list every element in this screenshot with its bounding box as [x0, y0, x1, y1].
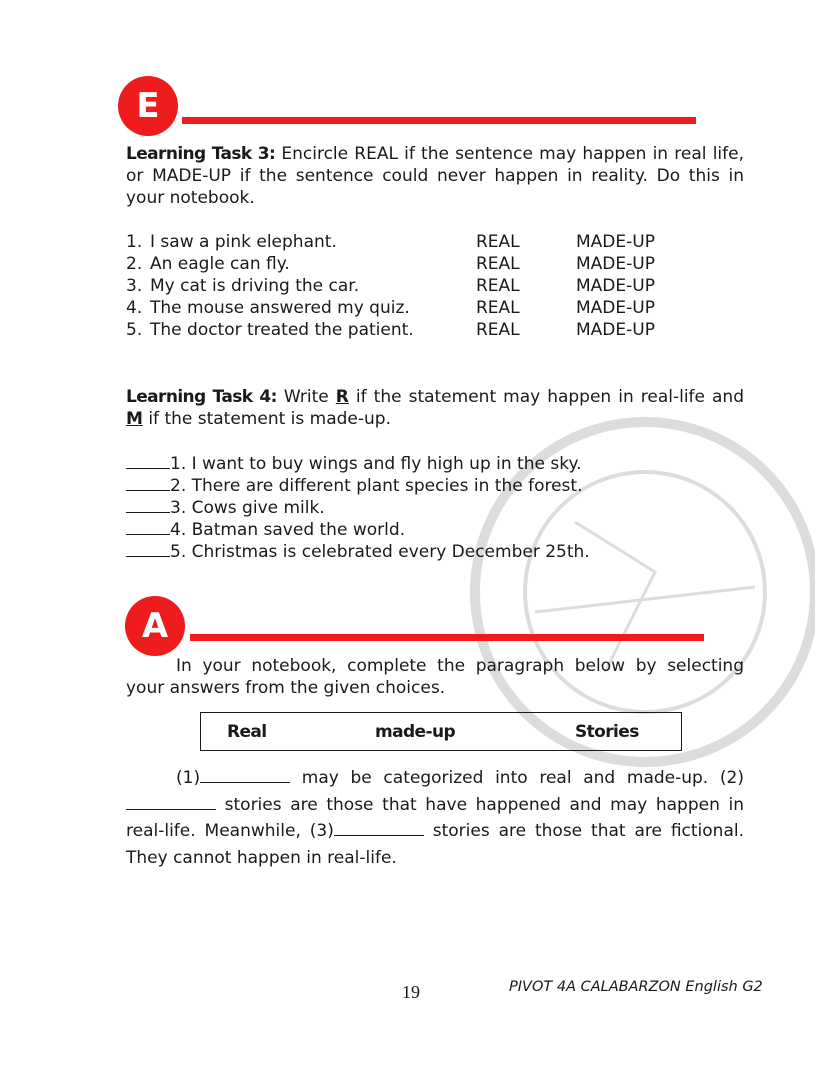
made-up-option[interactable]: MADE-UP — [576, 298, 655, 318]
task3-text: Encircle REAL if the sentence may happen in real life, or MADE-UP if the sentence could never happen in reality. Do this in your notebook. — [126, 144, 744, 208]
list-item: 3. My cat is driving the car. REAL MADE-UP — [126, 276, 655, 296]
list-item: 1. I want to buy wings and fly high up in the sky. — [126, 453, 582, 475]
answer-blank[interactable] — [126, 519, 170, 535]
answer-blank-1[interactable] — [200, 767, 290, 783]
choices-box — [200, 712, 682, 751]
real-option[interactable]: REAL — [476, 298, 520, 318]
list-item: 3. Cows give milk. — [126, 497, 325, 519]
list-item: 4. Batman saved the world. — [126, 519, 405, 541]
task3-instruction — [126, 143, 744, 209]
list-item: 5. Christmas is celebrated every December 25th. — [126, 541, 590, 563]
section-a-divider — [190, 634, 704, 641]
answer-blank[interactable] — [126, 475, 170, 491]
task4-instruction: Learning Task 4: Write R if the statement may happen in real-life and M if the statement is made-up. — [126, 387, 745, 429]
story-paragraph: (1) may be categorized into real and made-up. (2) stories are those that have happened and may happen in real-life. Meanwhile, (3) stories are those that are fictional. They cannot happen in real-life. — [126, 768, 744, 868]
answer-blank[interactable] — [126, 497, 170, 513]
answer-blank[interactable] — [126, 541, 170, 557]
real-option[interactable]: REAL — [476, 276, 520, 296]
real-option[interactable]: REAL — [476, 320, 520, 340]
list-item: 1. I saw a pink elephant. REAL MADE-UP — [126, 232, 655, 252]
made-up-option[interactable]: MADE-UP — [576, 276, 655, 296]
letter-r: R — [335, 387, 349, 407]
list-item: 2. There are different plant species in the forest. — [126, 475, 582, 497]
choice-made-up: made-up — [375, 722, 456, 742]
section-a-badge: A — [125, 596, 185, 656]
section-e-badge: E — [118, 76, 178, 136]
answer-blank-2[interactable] — [126, 794, 216, 810]
letter-m: M — [126, 409, 143, 429]
real-option[interactable]: REAL — [476, 232, 520, 252]
answer-blank-3[interactable] — [334, 820, 424, 836]
section-a-intro: In your notebook, complete the paragraph below by selecting your answers from the given choices. — [126, 656, 744, 698]
page-number: 19 — [402, 982, 420, 1002]
choice-stories: Stories — [575, 722, 639, 742]
task4-label: Learning Task 4: — [126, 387, 277, 407]
answer-blank[interactable] — [126, 453, 170, 469]
list-item: 4. The mouse answered my quiz. REAL MADE-UP — [126, 298, 655, 318]
made-up-option[interactable]: MADE-UP — [576, 254, 655, 274]
choice-real: Real — [227, 722, 267, 742]
made-up-option[interactable]: MADE-UP — [576, 232, 655, 252]
made-up-option[interactable]: MADE-UP — [576, 320, 655, 340]
real-option[interactable]: REAL — [476, 254, 520, 274]
series-title: PIVOT 4A CALABARZON English G2 — [509, 979, 763, 995]
task3-label: Learning Task 3: — [126, 144, 276, 164]
section-e-divider — [182, 117, 696, 124]
list-item: 2. An eagle can fly. REAL MADE-UP — [126, 254, 655, 274]
list-item: 5. The doctor treated the patient. REAL MADE-UP — [126, 320, 655, 340]
